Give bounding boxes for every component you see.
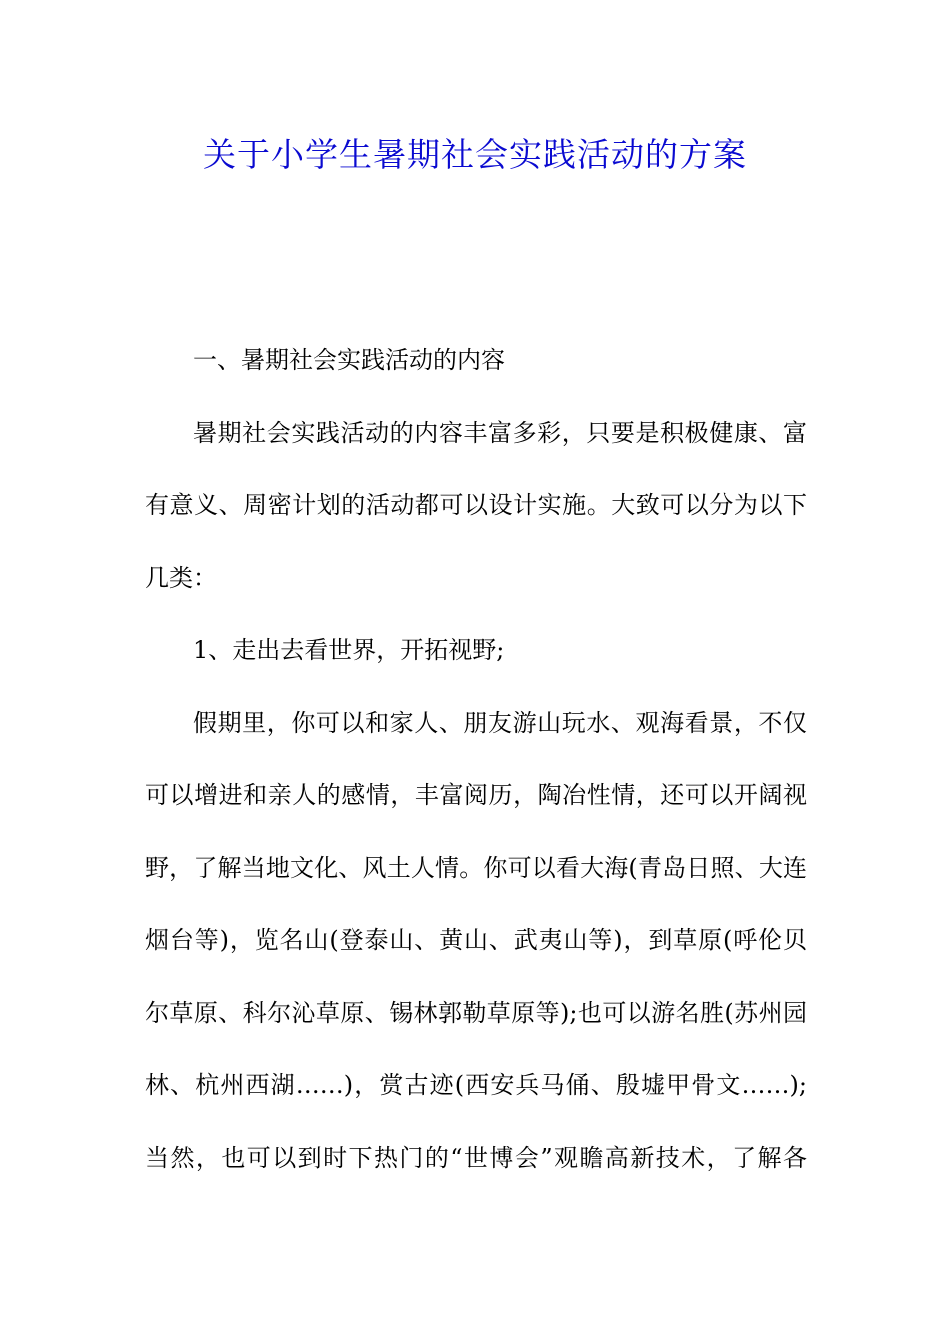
document-body xyxy=(145,340,807,1210)
list-item-heading: 1、走出去看世界，开拓视野; xyxy=(193,636,505,664)
paragraph-line: 几类： xyxy=(145,563,217,592)
paragraph-line: 假期里，你可以和家人、朋友游山玩水、观海看景，不仅 xyxy=(193,708,807,737)
paragraph-line: 林、杭州西湖……)，赏古迹(西安兵马俑、殷墟甲骨文……); xyxy=(145,1071,807,1099)
paragraph-line: 暑期社会实践活动的内容丰富多彩，只要是积极健康、富 xyxy=(193,418,807,447)
paragraph-line: 当然，也可以到时下热门的“世博会”观瞻高新技术，了解各 xyxy=(145,1143,807,1172)
paragraph-line: 可以增进和亲人的感情，丰富阅历，陶冶性情，还可以开阔视 xyxy=(145,781,807,809)
paragraph-line: 尔草原、科尔沁草原、锡林郭勒草原等);也可以游名胜(苏州园 xyxy=(145,998,807,1027)
paragraph-line: 有意义、周密计划的活动都可以设计实施。大致可以分为以下 xyxy=(145,491,807,519)
paragraph-line: 野，了解当地文化、风土人情。你可以看大海(青岛日照、大连 xyxy=(145,853,807,882)
paragraph-line: 烟台等)，览名山(登泰山、黄山、武夷山等)，到草原(呼伦贝 xyxy=(145,926,807,954)
document-title: 关于小学生暑期社会实践活动的方案 xyxy=(203,135,747,174)
section-heading: 一、暑期社会实践活动的内容 xyxy=(193,346,505,374)
